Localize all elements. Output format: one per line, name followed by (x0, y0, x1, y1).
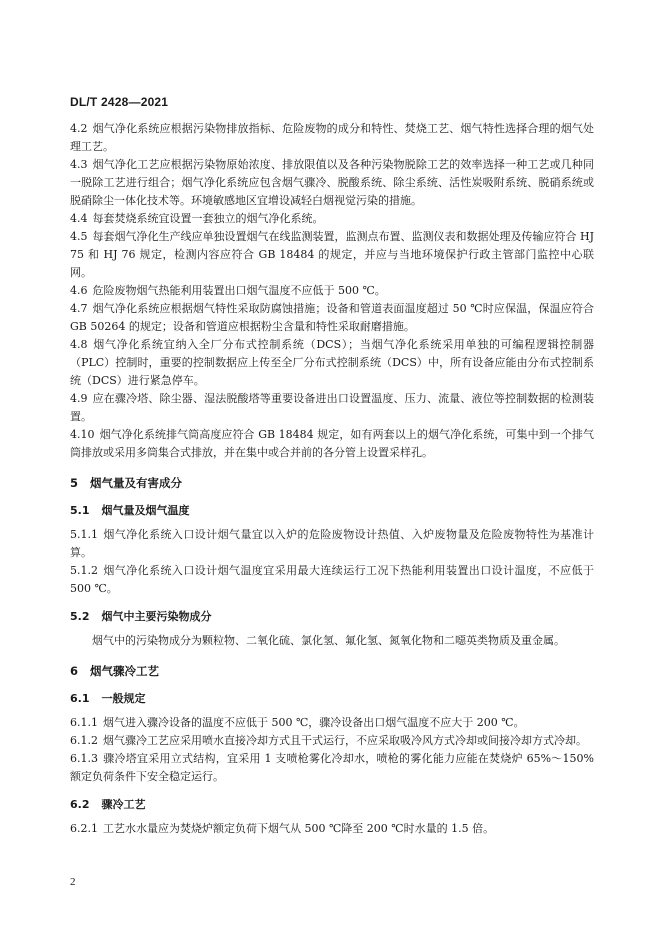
clause-4-9: 4.9 应在骤冷塔、除尘器、湿法脱酸塔等重要设备进出口设置温度、压力、流量、液位等控制数据的检测装置。 (70, 392, 594, 423)
clause-4-2: 4.2 烟气净化系统应根据污染物排放指标、危险废物的成分和特性、焚烧工艺、烟气特性选择合理的烟气处理工艺。 (70, 122, 594, 153)
document-body (70, 120, 594, 838)
clause-6-1-2: 6.1.2 烟气骤冷工艺应采用喷水直接冷却方式且干式运行，不应采取吸冷风方式冷却或间接冷却方式冷却。 (70, 734, 587, 747)
clause-4-3: 4.3 烟气净化工艺应根据污染物原始浓度、排放限值以及各种污染物脱除工艺的效率选择一种工艺或几种同一脱除工艺进行组合；烟气净化系统应包含烟气骤冷、脱酸系统、除尘系统、活性炭吸附系统、脱硝系统或脱硝除尘一体化技术等。环境敏感地区宜增设减轻白烟视觉污染的措施。 (70, 158, 594, 207)
clause-6-2-1: 6.2.1 工艺水水量应为焚烧炉额定负荷下烟气从 500 ℃降至 200 ℃时水量的 1.5 倍。 (70, 822, 495, 835)
section-5-2-text: 烟气中的污染物成分为颗粒物、二氧化硫、氯化氢、氟化氢、氮氧化物和二噁英类物质及重金属。 (92, 634, 565, 647)
clause-4-7: 4.7 烟气净化系统应根据烟气特性采取防腐蚀措施；设备和管道表面温度超过 50 ℃时应保温，保温应符合 GB 50264 的规定；设备和管道应根据粉尘含量和特性采取耐磨措施。 (70, 302, 594, 333)
clause-4-10: 4.10 烟气净化系统排气筒高度应符合 GB 18484 规定，如有两套以上的烟气净化系统，可集中到一个排气筒排放或采用多筒集合式排放，并在集中或合并前的各分管上设置采样孔。 (70, 428, 594, 459)
clause-5-1-2: 5.1.2 烟气净化系统入口设计烟气温度宜采用最大连续运行工况下热能利用装置出口设计温度，不应低于 500 ℃。 (70, 564, 594, 595)
section-6-2-heading: 6.2 骤冷工艺 (70, 798, 146, 811)
section-5-heading: 5 烟气量及有害成分 (70, 476, 183, 490)
clause-4-6: 4.6 危险废物烟气热能利用装置出口烟气温度不应低于 500 ℃。 (70, 284, 386, 297)
clause-4-4: 4.4 每套焚烧系统宜设置一套独立的烟气净化系统。 (70, 212, 324, 225)
page-number: 2 (70, 876, 76, 888)
clause-4-5: 4.5 每套烟气净化生产线应单独设置烟气在线监测装置，监测点布置、监测仪表和数据处理及传输应符合 HJ 75 和 HJ 76 规定，检测内容应符合 GB 18484 的规定，并应与当地环境保护行政主管部门监控中心联网。 (70, 230, 594, 279)
section-5-1-heading: 5.1 烟气量及烟气温度 (70, 504, 190, 517)
clause-5-1-1: 5.1.1 烟气净化系统入口设计烟气量宜以入炉的危险废物设计热值、入炉废物量及危险废物特性为基准计算。 (70, 528, 594, 559)
section-6-heading: 6 烟气骤冷工艺 (70, 664, 160, 678)
document-code: DL/T 2428—2021 (70, 95, 169, 109)
section-5-2-heading: 5.2 烟气中主要污染物成分 (70, 610, 212, 623)
section-6-1-heading: 6.1 一般规定 (70, 692, 146, 705)
clause-6-1-3: 6.1.3 骤冷塔宜采用立式结构，宜采用 1 支喷枪雾化冷却水，喷枪的雾化能力应能在焚烧炉 65%～150%额定负荷条件下安全稳定运行。 (70, 752, 594, 783)
clause-4-8: 4.8 烟气净化系统宜纳入全厂分布式控制系统（DCS）；当烟气净化系统采用单独的可编程逻辑控制器（PLC）控制时，重要的控制数据应上传至全厂分布式控制系统（DCS）中，所有设备应能由分布式控制系统（DCS）进行紧急停车。 (70, 338, 594, 387)
clause-6-1-1: 6.1.1 烟气进入骤冷设备的温度不应低于 500 ℃，骤冷设备出口烟气温度不应大于 200 ℃。 (70, 716, 525, 729)
